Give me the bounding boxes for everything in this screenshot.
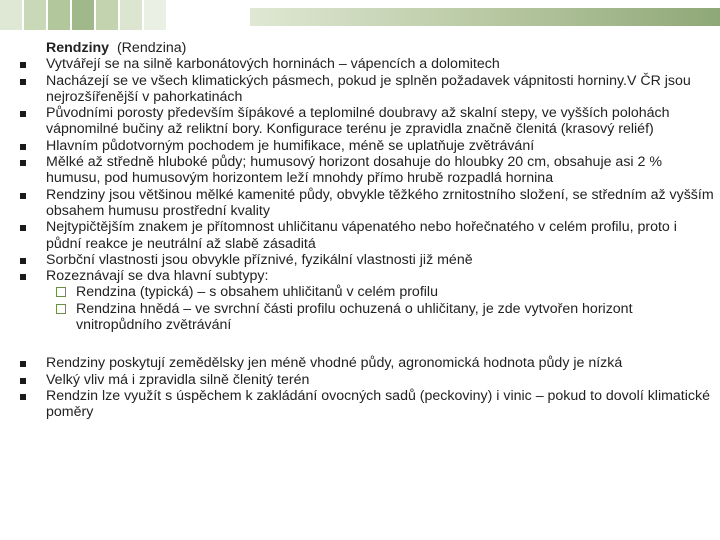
list-item: Rendziny poskytují zemědělsky jen méně vhodné půdy, agronomická hodnota půdy je nízká <box>20 355 715 371</box>
bullet-square-icon <box>20 144 26 150</box>
list-item: Nejtypičtějším znakem je přítomnost uhličitanu vápenatého nebo hořečnatého v celém profilu, proto i půdní reakce je neutrální až slabě zásaditá <box>20 219 715 252</box>
slide-content <box>20 40 715 421</box>
banner-square <box>48 0 70 30</box>
bullet-square-icon <box>20 394 26 400</box>
header-banner <box>0 0 720 36</box>
subtype-item: Rendzina (typická) – s obsahem uhličitanů v celém profilu <box>20 284 715 300</box>
bullet-square-icon <box>20 274 26 280</box>
list-item: Hlavním půdotvorným pochodem je humifikace, méně se uplatňuje zvětrávání <box>20 138 715 154</box>
bullet-list-secondary <box>20 355 715 420</box>
bullet-list-main <box>20 56 715 284</box>
bullet-square-icon <box>20 225 26 231</box>
list-item: Sorbční vlastnosti jsou obvykle příznivé, fyzikální vlastnosti již méně <box>20 252 715 268</box>
banner-square <box>0 0 22 30</box>
title-latin: (Rendzina) <box>116 40 187 56</box>
list-item: Nacházejí se ve všech klimatických pásmech, pokud je splněn požadavek vápnitosti horniny.V ČR jsou nejrozšířenější v pahorkatinách <box>20 73 715 106</box>
bullet-square-icon <box>20 79 26 85</box>
bullet-square-icon <box>20 361 26 367</box>
bullet-square-icon <box>20 160 26 166</box>
list-item: Rozeznávají se dva hlavní subtypy: <box>20 268 715 284</box>
list-item: Velký vliv má i zpravidla silně členitý terén <box>20 372 715 388</box>
bullet-square-icon <box>20 378 26 384</box>
list-item: Mělké až středně hluboké půdy; humusový horizont dosahuje do hloubky 20 cm, obsahuje asi 2 % humusu, pod humusovým horizontem leží mnohdy přímo hrubě rozpadlá hornina <box>20 154 715 187</box>
banner-square <box>144 0 166 30</box>
bullet-square-icon <box>20 62 26 68</box>
checkbox-square-icon <box>56 304 66 314</box>
bullet-square-icon <box>20 111 26 117</box>
subtype-list <box>20 284 715 333</box>
slide-title <box>20 40 715 56</box>
list-item: Původními porosty především šípákové a teplomilné doubravy až skalní stepy, ve vyšších polohách vápnomilné bučiny až reliktní bory. Konfigurace terénu je zpravidla značně členitá (krasový reliéf) <box>20 105 715 138</box>
checkbox-square-icon <box>56 287 66 297</box>
list-item: Vytvářejí se na silně karbonátových horninách – vápencích a dolomitech <box>20 56 715 72</box>
banner-square <box>72 0 94 30</box>
bullet-square-icon <box>20 193 26 199</box>
subtype-item: Rendzina hnědá – ve svrchní části profilu ochuzená o uhličitany, je zde vytvořen horizont vnitropůdního zvětrávání <box>20 301 715 334</box>
banner-square <box>24 0 46 30</box>
title-name: Rendziny <box>46 40 110 56</box>
banner-square <box>120 0 142 30</box>
banner-square <box>96 0 118 30</box>
bullet-square-icon <box>20 258 26 264</box>
banner-bar <box>250 8 720 26</box>
list-item: Rendzin lze využít s úspěchem k zakládání ovocných sadů (peckoviny) i vinic – pokud to dovolí klimatické poměry <box>20 388 715 421</box>
list-item: Rendziny jsou většinou mělké kamenité půdy, obvykle těžkého zrnitostního složení, se středním až vyšším obsahem humusu prostřední kvality <box>20 187 715 220</box>
